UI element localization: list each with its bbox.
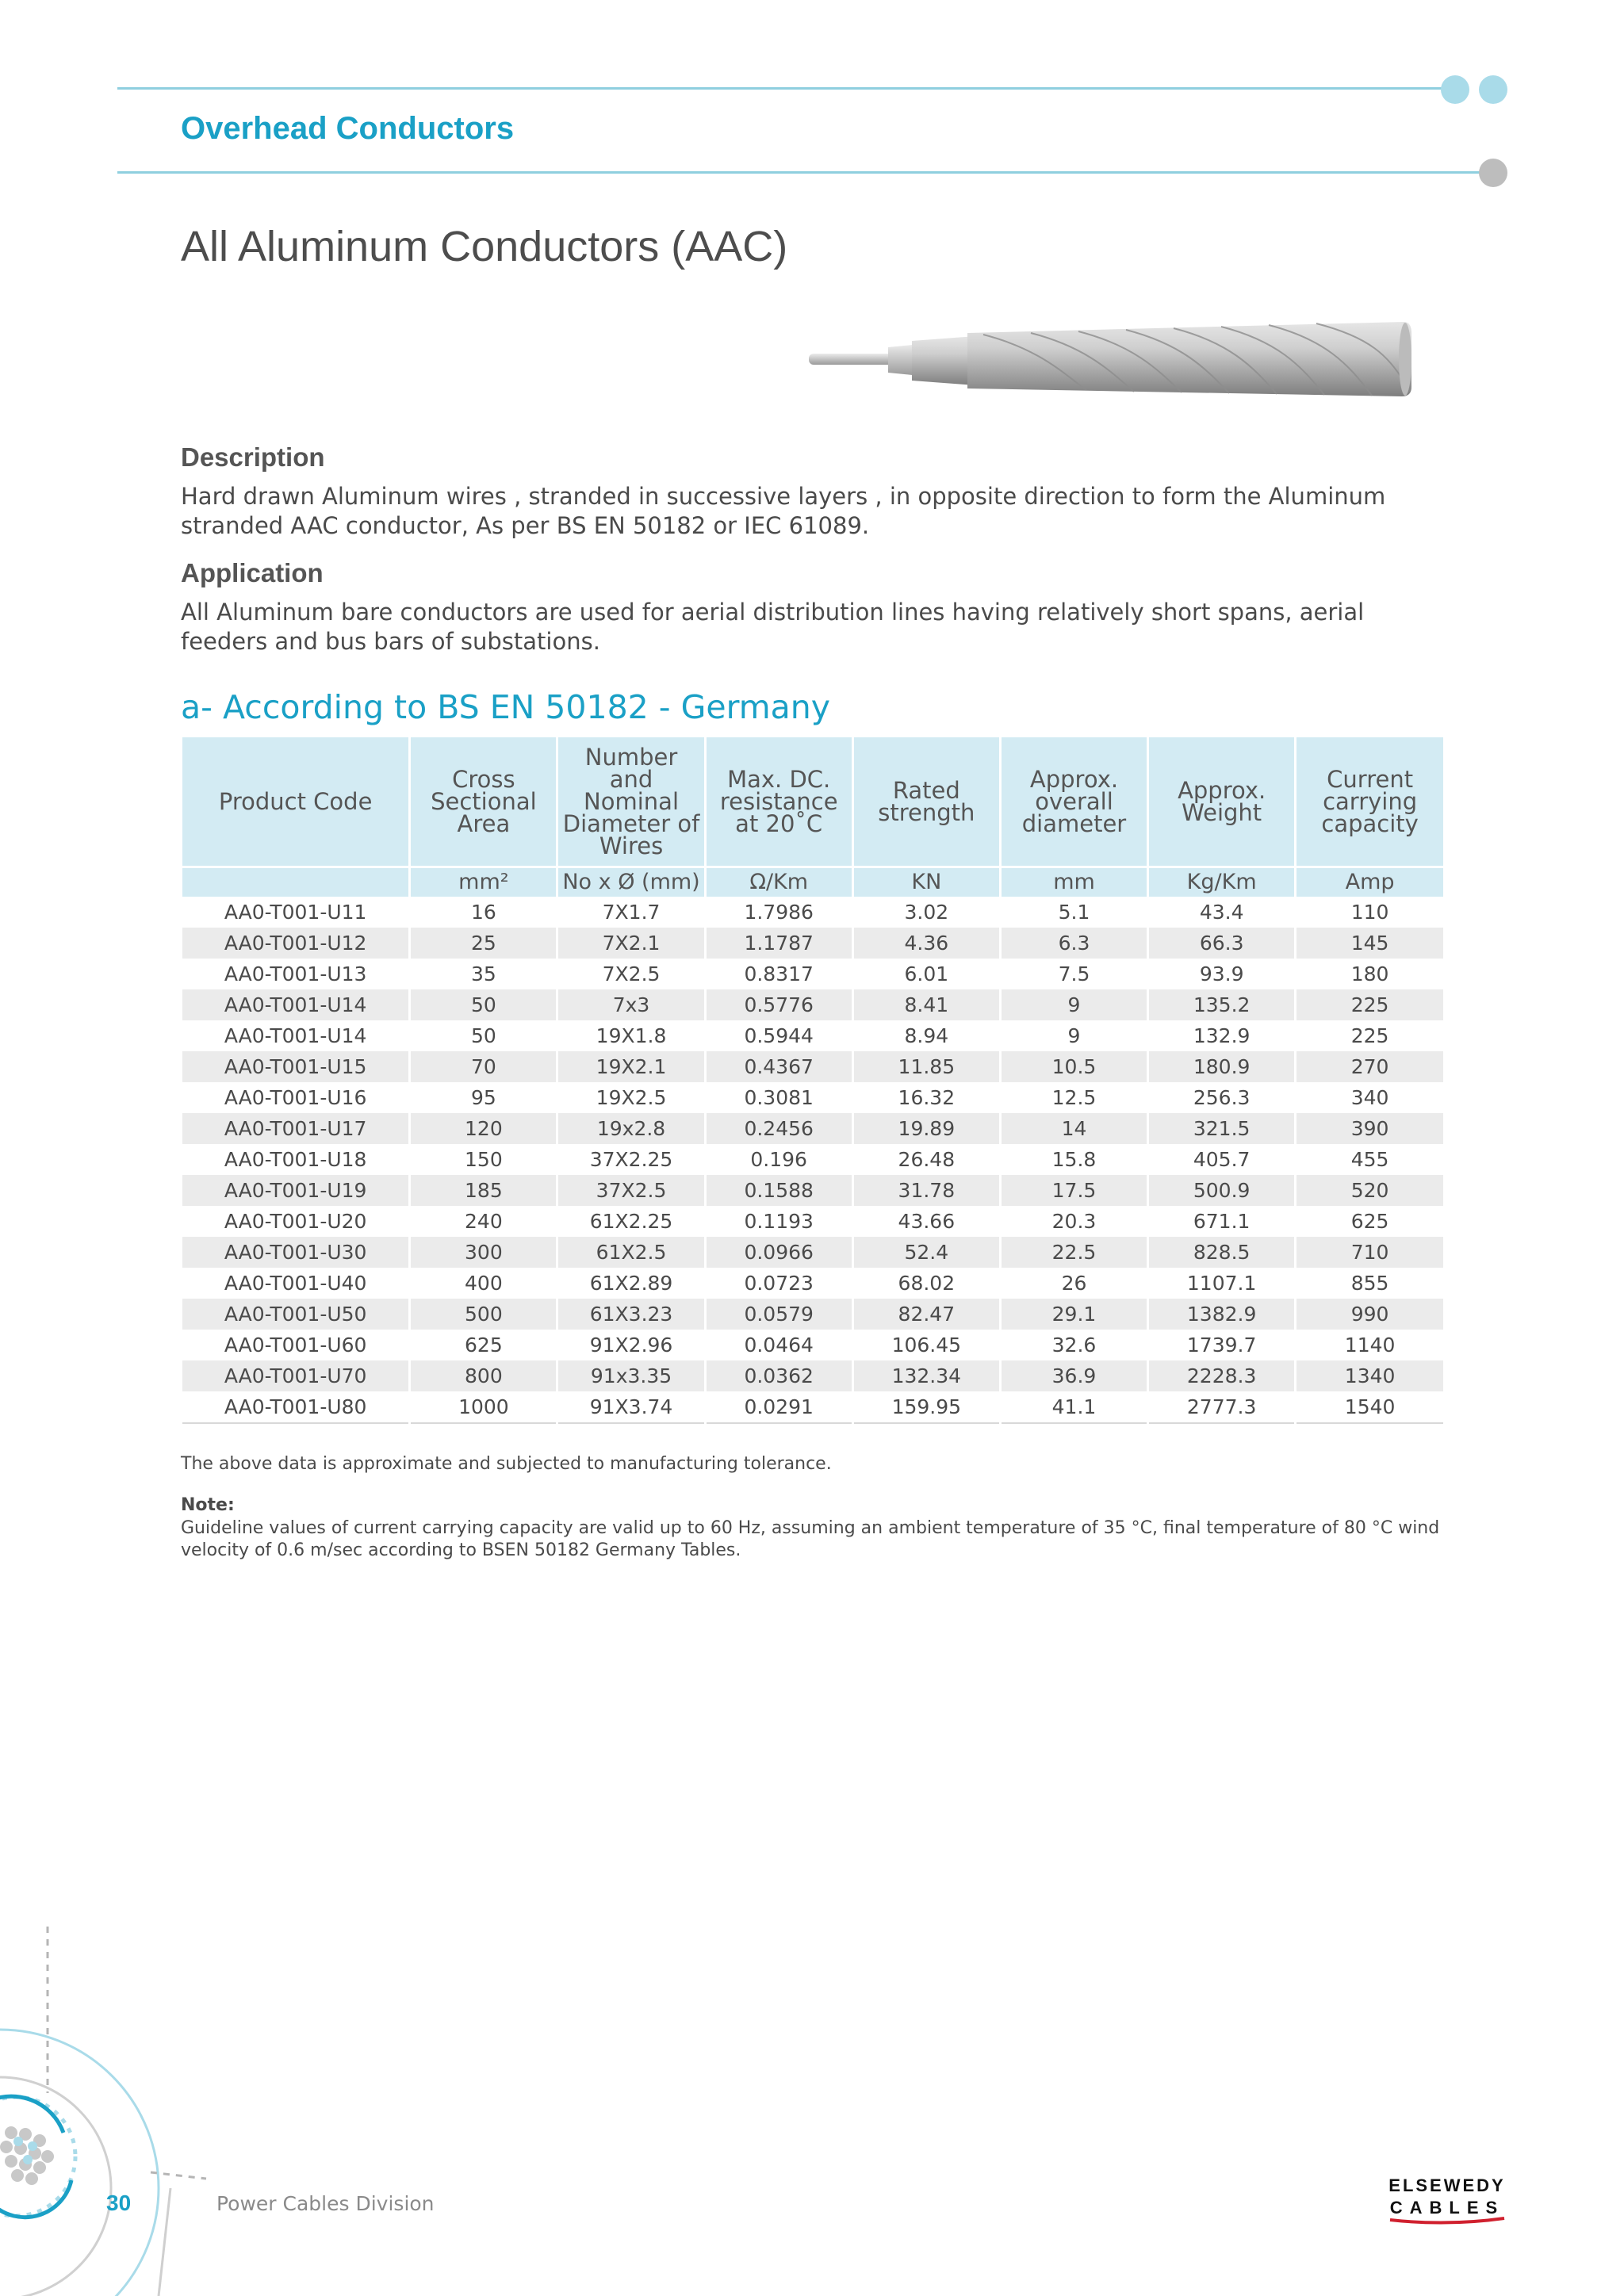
cell-rated-strength: 11.85 [852,1051,1000,1082]
cell-product-code: AA0-T001-U30 [182,1237,410,1268]
footer-decoration [0,1927,222,2296]
cell-current: 990 [1296,1299,1443,1330]
svg-text:CABLES: CABLES [1389,2198,1505,2218]
cell-current: 710 [1296,1237,1443,1268]
cell-rated-strength: 6.01 [852,959,1000,989]
cell-weight: 93.9 [1148,959,1296,989]
cell-wires: 61X2.5 [557,1237,705,1268]
cell-resistance: 0.1193 [705,1206,852,1237]
cell-cross-section: 150 [410,1144,557,1175]
cell-product-code: AA0-T001-U15 [182,1051,410,1082]
cell-cross-section: 1000 [410,1391,557,1423]
unit-cross-section: mm² [410,867,557,897]
table-row [182,897,1443,928]
note-label: Note: [181,1495,235,1515]
cell-weight: 1107.1 [1148,1268,1296,1299]
cell-weight: 43.4 [1148,897,1296,928]
col-header-resistance: Max. DC. resistance at 20˚C [705,737,852,867]
cell-wires: 19X2.5 [557,1082,705,1113]
cell-diameter: 9 [1000,989,1147,1020]
unit-wires: No x Ø (mm) [557,867,705,897]
cell-resistance: 0.8317 [705,959,852,989]
cell-weight: 405.7 [1148,1144,1296,1175]
cell-product-code: AA0-T001-U20 [224,1210,367,1233]
spec-table [182,737,1443,1424]
cell-diameter: 29.1 [1000,1299,1147,1330]
cell-resistance: 0.1588 [705,1175,852,1206]
cell-diameter: 9 [1000,1020,1147,1051]
disclaimer-text: The above data is approximate and subjected to manufacturing tolerance. [181,1454,832,1474]
cell-product-code: AA0-T001-U19 [182,1175,410,1206]
table-row [182,1268,1443,1299]
cell-wires: 91X3.74 [557,1391,705,1423]
cell-cross-section: 300 [410,1237,557,1268]
cell-weight: 500.9 [1148,1175,1296,1206]
division-label: Power Cables Division [216,2192,435,2215]
cell-wires: 7X2.1 [557,928,705,959]
cell-wires: 19X1.8 [557,1020,705,1051]
cell-cross-section: 25 [410,928,557,959]
cell-product-code: AA0-T001-U16 [224,1086,367,1109]
col-header-product-code: Product Code [182,737,410,867]
cell-rated-strength: 16.32 [852,1082,1000,1113]
cell-resistance: 1.1787 [705,928,852,959]
cell-rated-strength: 4.36 [852,928,1000,959]
cell-wires: 61X2.25 [557,1206,705,1237]
description-text: Hard drawn Aluminum wires , stranded in successive layers , in opposite direction to form the Aluminum stranded AAC conductor, As per BS EN 50182 or IEC 61089. [181,483,1386,539]
cell-weight: 256.3 [1148,1082,1296,1113]
cell-cross-section: 185 [410,1175,557,1206]
unit-weight: Kg/Km [1148,867,1296,897]
cell-wires: 37X2.5 [557,1175,705,1206]
cell-rated-strength: 3.02 [852,897,1000,928]
cell-cross-section: 50 [410,1020,557,1051]
cell-weight: 321.5 [1148,1113,1296,1144]
table-body [182,897,1443,1423]
unit-diameter: mm [1000,867,1147,897]
cell-resistance: 0.2456 [705,1113,852,1144]
cell-wires: 91x3.35 [557,1360,705,1391]
table-row [182,1299,1443,1330]
cell-product-code: AA0-T001-U11 [224,901,367,924]
table-row [182,1144,1443,1175]
cell-diameter: 36.9 [1000,1360,1147,1391]
cell-cross-section: 50 [410,989,557,1020]
cell-diameter: 6.3 [1000,928,1147,959]
cell-rated-strength: 8.41 [852,989,1000,1020]
section-title: Overhead Conductors [181,111,515,146]
cell-wires: 37X2.25 [557,1144,705,1175]
conductor-image [801,317,1411,404]
cell-product-code: AA0-T001-U70 [182,1360,410,1391]
cell-diameter: 32.6 [1000,1330,1147,1360]
cell-current: 625 [1296,1206,1443,1237]
cell-cross-section: 16 [410,897,557,928]
cell-product-code: AA0-T001-U18 [224,1148,367,1171]
unit-product-code [182,867,410,897]
cell-current: 180 [1296,959,1443,989]
page-number: 30 [106,2191,132,2215]
cell-weight: 135.2 [1148,989,1296,1020]
cell-diameter: 12.5 [1000,1082,1147,1113]
cell-current: 225 [1296,989,1443,1020]
cell-current: 110 [1296,897,1443,928]
cell-diameter: 5.1 [1000,897,1147,928]
elsewedy-cables-logo [1384,2174,1511,2229]
col-header-diameter: Approx. overall diameter [1000,737,1147,867]
header-grey-dot [1479,159,1507,187]
cell-rated-strength: 8.94 [852,1020,1000,1051]
cell-current: 225 [1296,1020,1443,1051]
application-heading: Application [181,558,324,587]
cell-resistance: 0.0362 [705,1360,852,1391]
cell-weight: 180.9 [1148,1051,1296,1082]
cell-cross-section: 120 [410,1113,557,1144]
cell-weight: 1739.7 [1148,1330,1296,1360]
cell-wires: 7X1.7 [557,897,705,928]
cell-rated-strength: 68.02 [852,1268,1000,1299]
cell-product-code: AA0-T001-U14 [224,1024,367,1047]
cell-product-code: AA0-T001-U80 [182,1391,410,1423]
table-row [182,1330,1443,1360]
cell-resistance: 0.5944 [705,1020,852,1051]
cell-product-code: AA0-T001-U14 [182,989,410,1020]
cell-wires: 61X3.23 [557,1299,705,1330]
cell-resistance: 0.196 [705,1144,852,1175]
cell-weight: 2228.3 [1148,1360,1296,1391]
cell-resistance: 0.4367 [705,1051,852,1082]
cell-current: 1340 [1296,1360,1443,1391]
col-header-current: Current carrying capacity [1296,737,1443,867]
table-row [182,989,1443,1020]
cell-product-code: AA0-T001-U50 [182,1299,410,1330]
cell-weight: 2777.3 [1148,1391,1296,1423]
cell-diameter: 7.5 [1000,959,1147,989]
cell-resistance: 0.0464 [705,1330,852,1360]
cell-wires: 91X2.96 [557,1330,705,1360]
cell-rated-strength: 26.48 [852,1144,1000,1175]
cell-resistance: 1.7986 [705,897,852,928]
cell-wires: 7x3 [557,989,705,1020]
cell-diameter: 10.5 [1000,1051,1147,1082]
unit-rated-strength: KN [852,867,1000,897]
cell-rated-strength: 43.66 [852,1206,1000,1237]
table-row [182,1113,1443,1144]
cell-rated-strength: 31.78 [852,1175,1000,1206]
cell-product-code: AA0-T001-U13 [224,962,367,985]
cell-product-code: AA0-T001-U12 [182,928,410,959]
cell-cross-section: 240 [410,1206,557,1237]
table-row [182,1391,1443,1423]
header-dot-2 [1479,75,1507,104]
cell-current: 145 [1296,928,1443,959]
cell-cross-section: 800 [410,1360,557,1391]
cell-diameter: 15.8 [1000,1144,1147,1175]
cell-weight: 1382.9 [1148,1299,1296,1330]
cell-current: 1540 [1296,1391,1443,1423]
cell-weight: 828.5 [1148,1237,1296,1268]
cell-cross-section: 625 [410,1330,557,1360]
cell-rated-strength: 52.4 [852,1237,1000,1268]
cell-cross-section: 35 [410,959,557,989]
cell-cross-section: 95 [410,1082,557,1113]
svg-text:ELSEWEDY: ELSEWEDY [1388,2175,1506,2195]
cell-rated-strength: 159.95 [852,1391,1000,1423]
description-heading: Description [181,442,325,472]
cell-diameter: 26 [1000,1268,1147,1299]
table-row [182,1020,1443,1051]
unit-resistance: Ω/Km [705,867,852,897]
table-header-row [182,737,1443,867]
unit-current: Amp [1296,867,1443,897]
header-dot-1 [1441,75,1469,104]
application-text: All Aluminum bare conductors are used for aerial distribution lines having relatively short spans, aerial feeders and bus bars of substations. [181,599,1365,655]
table-row [182,928,1443,959]
cell-cross-section: 500 [410,1299,557,1330]
cell-weight: 66.3 [1148,928,1296,959]
cell-current: 390 [1296,1113,1443,1144]
cell-diameter: 41.1 [1000,1391,1147,1423]
page-title: All Aluminum Conductors (AAC) [181,223,788,270]
cell-rated-strength: 19.89 [852,1113,1000,1144]
cell-current: 270 [1296,1051,1443,1082]
cell-product-code: AA0-T001-U60 [224,1334,367,1357]
header-top-line [117,87,1443,90]
cell-wires: 61X2.89 [557,1268,705,1299]
cell-resistance: 0.3081 [705,1082,852,1113]
table-row [182,1082,1443,1113]
cell-weight: 132.9 [1148,1020,1296,1051]
cell-resistance: 0.0723 [705,1268,852,1299]
table-units-row [182,867,1443,897]
cell-diameter: 22.5 [1000,1237,1147,1268]
col-header-weight: Approx. Weight [1148,737,1296,867]
cell-cross-section: 70 [410,1051,557,1082]
table-row [182,959,1443,989]
table-row [182,1051,1443,1082]
note-text: Guideline values of current carrying capacity are valid up to 60 Hz, assuming an ambient temperature of 35 °C, final temperature of 80 °C wind velocity of 0.6 m/sec according to BSEN 50182 Germany Tables. [181,1518,1440,1560]
cell-cross-section: 400 [410,1268,557,1299]
cell-resistance: 0.0966 [705,1237,852,1268]
col-header-wires: Number and Nominal Diameter of Wires [557,737,705,867]
col-header-cross-section: Cross Sectional Area [410,737,557,867]
cell-current: 455 [1296,1144,1443,1175]
cell-resistance: 0.5776 [705,989,852,1020]
cell-product-code: AA0-T001-U17 [182,1113,410,1144]
table-row [182,1206,1443,1237]
cell-diameter: 14 [1000,1113,1147,1144]
cell-current: 520 [1296,1175,1443,1206]
cell-resistance: 0.0579 [705,1299,852,1330]
table-title: a- According to BS EN 50182 - Germany [181,688,831,726]
cell-diameter: 20.3 [1000,1206,1147,1237]
cell-rated-strength: 82.47 [852,1299,1000,1330]
header-bottom-line [117,171,1481,174]
cell-resistance: 0.0291 [705,1391,852,1423]
cell-wires: 19x2.8 [557,1113,705,1144]
cell-wires: 19X2.1 [557,1051,705,1082]
cell-current: 340 [1296,1082,1443,1113]
cell-product-code: AA0-T001-U40 [224,1272,367,1295]
cell-wires: 7X2.5 [557,959,705,989]
table-row [182,1360,1443,1391]
cell-current: 855 [1296,1268,1443,1299]
table-row [182,1237,1443,1268]
cell-current: 1140 [1296,1330,1443,1360]
col-header-rated-strength: Rated strength [852,737,1000,867]
cell-diameter: 17.5 [1000,1175,1147,1206]
cell-rated-strength: 132.34 [852,1360,1000,1391]
cell-rated-strength: 106.45 [852,1330,1000,1360]
cell-weight: 671.1 [1148,1206,1296,1237]
table-row [182,1175,1443,1206]
